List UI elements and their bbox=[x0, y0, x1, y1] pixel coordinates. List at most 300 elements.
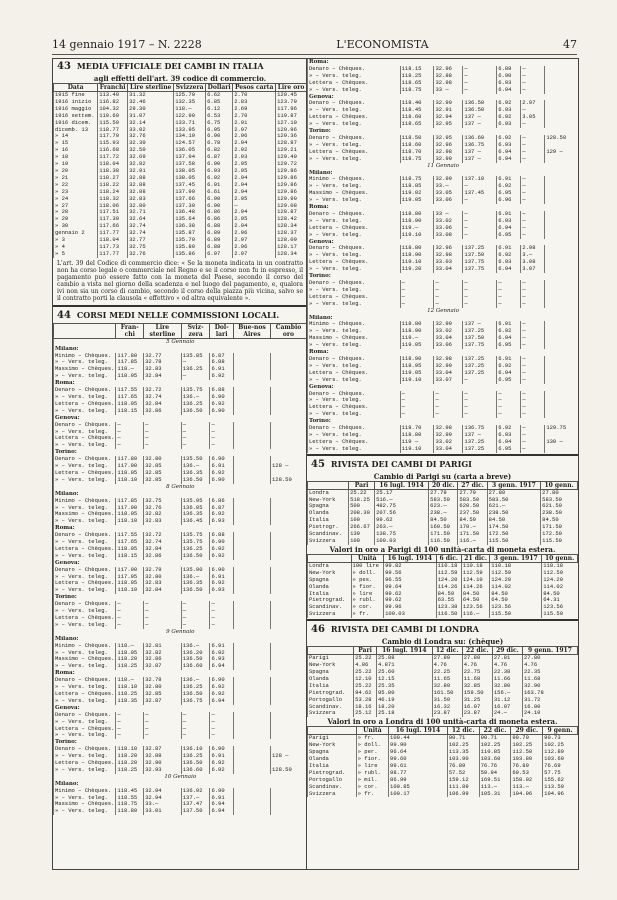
table-cell: 16.07 bbox=[462, 704, 492, 711]
table-cell: 128.87 bbox=[276, 209, 307, 216]
table-row bbox=[54, 622, 307, 629]
column-header: 12 dic. bbox=[447, 727, 479, 735]
table-cell: 137.47 bbox=[181, 801, 210, 808]
table-cell: — bbox=[116, 732, 144, 739]
section-subtitle: Cambio di Parigi su (carta a breve) bbox=[373, 471, 512, 481]
table-cell: — bbox=[181, 373, 210, 380]
table-cell bbox=[270, 408, 306, 415]
table-cell: — bbox=[116, 712, 144, 719]
table-cell: 118.27 bbox=[98, 175, 128, 182]
table-cell: — bbox=[116, 726, 144, 733]
table-cell: 32.90 bbox=[144, 760, 182, 767]
table-cell: 32.90 bbox=[434, 100, 463, 107]
table-cell: 137.50 bbox=[463, 252, 497, 259]
table-cell: 11.68 bbox=[522, 676, 577, 683]
table-row bbox=[308, 749, 578, 756]
table-cell bbox=[545, 397, 578, 404]
table-cell: Denaro – Chèques. bbox=[54, 677, 116, 684]
table-cell: 136.35 bbox=[181, 511, 210, 518]
table-cell: 118.75 bbox=[400, 87, 434, 94]
table-cell bbox=[233, 650, 270, 657]
table-cell: 136.92 bbox=[181, 788, 210, 795]
table-cell bbox=[270, 726, 306, 733]
table-cell: — bbox=[521, 377, 545, 384]
table-cell: New-York bbox=[308, 742, 357, 749]
table-cell: 27.79 bbox=[458, 489, 487, 496]
table-cell: 6.95 bbox=[206, 127, 233, 134]
table-row bbox=[308, 784, 578, 791]
table-row bbox=[308, 562, 578, 569]
table-cell: 583.50 bbox=[541, 497, 578, 504]
table-cell: 84.50 bbox=[487, 517, 540, 524]
table-cell: 129.86 bbox=[276, 175, 307, 182]
table-cell: 33.— bbox=[434, 183, 463, 190]
table-cell: 32.30 bbox=[128, 140, 174, 147]
table-cell: » – Vers. teleg. bbox=[54, 442, 116, 449]
table-cell bbox=[270, 532, 306, 539]
city-label: Genova: bbox=[308, 384, 579, 391]
table-cell: — bbox=[497, 287, 521, 294]
table-cell: 118.38 bbox=[98, 168, 128, 175]
table-cell: 159.50 bbox=[462, 690, 492, 697]
table-cell bbox=[270, 788, 306, 795]
table-row bbox=[54, 601, 307, 608]
table-cell: » – Vers. teleg. bbox=[308, 87, 401, 94]
table-row bbox=[308, 335, 579, 342]
table-cell: 136.60 bbox=[463, 135, 497, 142]
table-cell: » – Vers. teleg. bbox=[54, 587, 116, 594]
table-cell: 114.02 bbox=[542, 584, 578, 591]
table-cell: 32.94 bbox=[144, 788, 182, 795]
table-cell: 6.92 bbox=[497, 363, 521, 370]
table-cell: — bbox=[521, 73, 545, 80]
table-cell bbox=[233, 587, 270, 594]
table-cell: — bbox=[144, 732, 182, 739]
table-cell: 136.35 bbox=[181, 580, 210, 587]
table-cell bbox=[270, 456, 306, 463]
table-cell: 32.77 bbox=[128, 237, 174, 244]
table-cell: 6.92 bbox=[206, 175, 233, 182]
table-cell: 99.64 bbox=[384, 584, 437, 591]
table-row bbox=[308, 259, 579, 266]
table-row bbox=[308, 142, 579, 149]
table-cell: — bbox=[521, 342, 545, 349]
table-cell: » – Vers. teleg. bbox=[54, 767, 116, 774]
table-cell bbox=[270, 712, 306, 719]
table-cell: 118.10 bbox=[116, 746, 144, 753]
table-row bbox=[308, 183, 579, 190]
table-cell: 119.— bbox=[400, 335, 434, 342]
table-row bbox=[54, 456, 307, 463]
table-cell: 207.56 bbox=[375, 510, 429, 517]
table-cell: 32.82 bbox=[144, 511, 182, 518]
table-cell: 117.85 bbox=[116, 359, 144, 366]
table-cell: 129.21 bbox=[276, 147, 307, 154]
table-cell bbox=[545, 363, 578, 370]
table-row bbox=[308, 135, 579, 142]
table-row bbox=[308, 763, 578, 770]
table-row bbox=[308, 356, 579, 363]
table-cell: 99.96 bbox=[384, 604, 437, 611]
table-cell: » – Vers. teleg. bbox=[54, 553, 116, 560]
table-cell: 32.93 bbox=[144, 767, 182, 774]
column-header: 9 genn. bbox=[543, 727, 578, 735]
table-cell: 6.94 bbox=[210, 801, 234, 808]
table-row bbox=[308, 66, 579, 73]
table-row bbox=[308, 510, 578, 517]
table-cell: 118.90 bbox=[400, 252, 434, 259]
table-cell: 6.89 bbox=[497, 66, 521, 73]
city-row bbox=[54, 346, 307, 353]
table-cell: 136.50 bbox=[463, 100, 497, 107]
table-cell: Denaro – Chèques. bbox=[54, 532, 116, 539]
table-cell: 12.10 bbox=[354, 676, 377, 683]
table-cell: 135.86 bbox=[174, 251, 206, 258]
table-cell: 133.71 bbox=[174, 120, 206, 127]
table-cell: 6.94 bbox=[497, 225, 521, 232]
table-cell: 118.15 bbox=[116, 553, 144, 560]
table-cell: » 21 bbox=[54, 175, 98, 182]
table-row bbox=[54, 120, 307, 127]
table-cell: 116.50 bbox=[429, 538, 458, 545]
table-cell: » – Vers. teleg. bbox=[308, 73, 401, 80]
table-cell: Pietrograd. bbox=[308, 770, 357, 777]
table-cell: — bbox=[210, 615, 234, 622]
table-cell: 117.65 bbox=[116, 394, 144, 401]
column-header bbox=[308, 554, 352, 562]
table-row bbox=[308, 489, 578, 496]
table-cell: — bbox=[400, 411, 434, 418]
table-row bbox=[54, 435, 307, 442]
city-label: Milano: bbox=[308, 170, 579, 177]
table-cell: 136.75 bbox=[463, 142, 497, 149]
table-cell: 128.34 bbox=[276, 251, 307, 258]
table-cell: » doll. bbox=[356, 742, 388, 749]
table-cell: 76.89 bbox=[511, 763, 543, 770]
table-cell: » – Vers. teleg. bbox=[54, 650, 116, 657]
table-cell: Svizzera bbox=[308, 611, 352, 618]
table-cell: 6.92 bbox=[497, 100, 521, 107]
table-cell: 129.90 bbox=[276, 196, 307, 203]
city-label: Genova: bbox=[308, 239, 579, 246]
table-cell: — bbox=[521, 439, 545, 446]
table-cell: 32.79 bbox=[144, 567, 182, 574]
table-cell: 128.42 bbox=[276, 216, 307, 223]
paris-gold-table bbox=[307, 554, 578, 618]
table-cell: 6.88 bbox=[210, 532, 234, 539]
table-cell: » 16 bbox=[54, 147, 98, 154]
table-cell: » 22 bbox=[54, 182, 98, 189]
table-cell: — bbox=[521, 404, 545, 411]
table-cell: » lire bbox=[356, 763, 388, 770]
table-cell: 64.50 bbox=[490, 597, 542, 604]
table-cell: 4.76 bbox=[432, 662, 462, 669]
table-cell: 31.12 bbox=[492, 697, 522, 704]
table-cell bbox=[233, 401, 270, 408]
table-cell: — bbox=[463, 377, 497, 384]
table-cell: 32.75 bbox=[128, 244, 174, 251]
table-cell: 118.10 bbox=[116, 518, 144, 525]
table-cell bbox=[233, 643, 270, 650]
table-cell: 6.93 bbox=[497, 121, 521, 128]
table-cell: 117.96 bbox=[276, 106, 307, 113]
table-cell bbox=[233, 753, 270, 760]
table-cell: Minimo – Chèques. bbox=[308, 176, 401, 183]
table-cell: 6.12 bbox=[206, 106, 233, 113]
city-label: Milano: bbox=[54, 636, 307, 643]
table-cell: 6.93 bbox=[497, 218, 521, 225]
table-cell: 118.95 bbox=[400, 363, 434, 370]
table-cell: 134.19 bbox=[174, 133, 206, 140]
table-cell: 117.73 bbox=[98, 244, 128, 251]
table-row bbox=[308, 377, 579, 384]
table-cell: 119.10 bbox=[400, 232, 434, 239]
table-cell: » – Vers. teleg. bbox=[308, 183, 401, 190]
table-cell bbox=[545, 100, 578, 107]
table-cell: 25.60 bbox=[377, 669, 433, 676]
table-cell: 4.76 bbox=[492, 662, 522, 669]
table-cell: 6.93 bbox=[210, 518, 234, 525]
table-cell bbox=[545, 259, 578, 266]
table-cell: » – Vers. teleg. bbox=[54, 608, 116, 615]
table-cell bbox=[270, 587, 306, 594]
table-cell: » 27 bbox=[54, 203, 98, 210]
table-cell bbox=[270, 422, 306, 429]
table-cell: — bbox=[497, 404, 521, 411]
column-header: Lire sterline bbox=[144, 323, 182, 338]
table-row bbox=[308, 176, 579, 183]
table-cell: Italia bbox=[308, 517, 349, 524]
table-cell: 119.— bbox=[400, 225, 434, 232]
table-cell: 25.22 bbox=[349, 489, 375, 496]
table-cell: 136.50 bbox=[181, 408, 210, 415]
table-cell: 84.50 bbox=[461, 591, 489, 598]
table-row bbox=[54, 470, 307, 477]
table-cell: 1916 maggio bbox=[54, 106, 98, 113]
table-cell: 6.92 bbox=[210, 580, 234, 587]
table-cell: » fior. bbox=[351, 584, 384, 591]
table-cell: — bbox=[210, 442, 234, 449]
table-cell: 135.64 bbox=[174, 216, 206, 223]
table-row bbox=[54, 168, 307, 175]
table-cell: 124.57 bbox=[174, 140, 206, 147]
table-cell: 2.95 bbox=[233, 168, 276, 175]
table-cell: 583.50 bbox=[429, 497, 458, 504]
table-cell bbox=[545, 301, 578, 308]
table-cell: 119.02 bbox=[400, 190, 434, 197]
table-cell: 90.73 bbox=[543, 735, 578, 742]
table-cell bbox=[270, 373, 306, 380]
table-cell bbox=[270, 505, 306, 512]
table-cell: 84.50 bbox=[429, 517, 458, 524]
table-cell: 118.77 bbox=[98, 127, 128, 134]
city-row bbox=[308, 204, 579, 211]
table-cell bbox=[233, 726, 270, 733]
table-cell bbox=[270, 622, 306, 629]
table-cell: 99.56 bbox=[384, 570, 437, 577]
table-row bbox=[308, 425, 579, 432]
table-cell bbox=[270, 663, 306, 670]
table-cell: 135.75 bbox=[181, 387, 210, 394]
table-cell: — bbox=[181, 712, 210, 719]
table-cell: 6.90 bbox=[210, 746, 234, 753]
column-header: 16 lugl. 1914 bbox=[389, 727, 448, 735]
table-cell: 25.12 bbox=[354, 710, 377, 717]
table-cell: 6.75 bbox=[206, 120, 233, 127]
table-cell: » – Vers. teleg. bbox=[54, 505, 116, 512]
table-cell: 237.50 bbox=[458, 510, 487, 517]
table-cell: 32.86 bbox=[144, 553, 182, 560]
table-cell bbox=[545, 73, 578, 80]
table-row bbox=[308, 517, 578, 524]
table-cell: 6.90 bbox=[210, 394, 234, 401]
table-cell: 129.08 bbox=[276, 203, 307, 210]
table-cell: 137.25 bbox=[463, 245, 497, 252]
table-row bbox=[308, 770, 578, 777]
table-cell: Pietrograd. bbox=[308, 597, 352, 604]
table-cell: 32.76 bbox=[144, 505, 182, 512]
table-cell: 118.25 bbox=[116, 767, 144, 774]
table-cell: 119.87 bbox=[276, 113, 307, 120]
table-cell: 112.80 bbox=[543, 749, 578, 756]
table-cell: — bbox=[521, 135, 545, 142]
table-cell: 96.55 bbox=[384, 577, 437, 584]
table-row bbox=[308, 655, 578, 662]
table-cell: 32.78 bbox=[144, 359, 182, 366]
table-cell: Spagna bbox=[308, 749, 357, 756]
table-cell bbox=[545, 66, 578, 73]
table-cell: 118.80 bbox=[400, 432, 434, 439]
table-cell: 32.74 bbox=[128, 223, 174, 230]
table-cell: 118.05 bbox=[116, 401, 144, 408]
table-row bbox=[308, 73, 579, 80]
table-cell: 6.92 bbox=[497, 252, 521, 259]
table-cell: 102.25 bbox=[479, 742, 511, 749]
table-cell: » 19 bbox=[54, 161, 98, 168]
table-cell: 135.80 bbox=[174, 244, 206, 251]
city-label: Genova: bbox=[54, 415, 307, 422]
table-cell: 6.93 bbox=[206, 168, 233, 175]
table-cell: — bbox=[521, 142, 545, 149]
table-row bbox=[308, 266, 579, 273]
table-row bbox=[308, 777, 578, 784]
table-cell bbox=[270, 353, 306, 360]
table-cell: 32.88 bbox=[128, 182, 174, 189]
city-row bbox=[308, 315, 579, 322]
table-cell: 32.85 bbox=[462, 683, 492, 690]
table-cell: 6.89 bbox=[206, 230, 233, 237]
table-cell bbox=[545, 142, 578, 149]
table-row bbox=[54, 196, 307, 203]
table-cell: Denaro – Chèques. bbox=[308, 391, 401, 398]
table-cell: — bbox=[521, 301, 545, 308]
table-cell: 110.18 bbox=[461, 562, 489, 569]
table-cell: — bbox=[181, 608, 210, 615]
table-cell: — bbox=[400, 404, 434, 411]
table-row bbox=[54, 230, 307, 237]
table-cell: 2.83 bbox=[233, 99, 276, 106]
table-row bbox=[308, 328, 579, 335]
table-cell: Lettera – Chèques. bbox=[55, 615, 115, 621]
table-cell: Lettera – Chèques. bbox=[55, 725, 115, 732]
table-cell: — bbox=[210, 732, 234, 739]
table-cell: 118.70 bbox=[400, 149, 434, 156]
table-cell: 117.55 bbox=[116, 532, 144, 539]
table-cell: — bbox=[116, 608, 144, 615]
table-cell: 86.99 bbox=[389, 777, 448, 784]
table-cell: 623.— bbox=[429, 503, 458, 510]
table-cell: 32.87 bbox=[144, 698, 182, 705]
table-cell: Lettera – Chèques. bbox=[55, 435, 115, 442]
table-cell bbox=[545, 225, 578, 232]
table-cell: » – Vers. teleg. bbox=[54, 429, 116, 436]
table-cell: — bbox=[400, 294, 434, 301]
column-header: 6 dic. bbox=[436, 554, 461, 562]
table-cell: 60.53 bbox=[511, 770, 543, 777]
table-row bbox=[54, 808, 307, 815]
table-cell: 33.02 bbox=[434, 439, 463, 446]
table-cell: 76.69 bbox=[543, 763, 578, 770]
table-cell: 6.95 bbox=[497, 377, 521, 384]
table-cell: 118.— bbox=[116, 366, 144, 373]
table-cell: 32.83 bbox=[144, 366, 182, 373]
table-row bbox=[54, 147, 307, 154]
table-cell: 110.18 bbox=[490, 562, 542, 569]
table-cell: 119.05 bbox=[400, 197, 434, 204]
table-cell: — bbox=[463, 211, 497, 218]
table-cell: 6.92 bbox=[210, 373, 234, 380]
table-cell: 583.50 bbox=[458, 497, 487, 504]
table-cell: — bbox=[116, 422, 144, 429]
table-row bbox=[54, 532, 307, 539]
table-cell: 136.25 bbox=[181, 366, 210, 373]
column-header: 16 lugl. 1914 bbox=[384, 554, 437, 562]
table-cell: — bbox=[521, 356, 545, 363]
table-cell: 32.14 bbox=[128, 120, 174, 127]
table-cell: 137 — bbox=[463, 149, 497, 156]
table-cell: 136.50 bbox=[181, 656, 210, 663]
section-title: MEDIA UFFICIALE DEI CAMBI IN ITALIA bbox=[76, 61, 264, 71]
table-cell: — bbox=[463, 301, 497, 308]
column-header: 20 dic. bbox=[429, 481, 458, 489]
table-cell: 128.87 bbox=[276, 140, 307, 147]
table-cell: » – Vers. teleg. bbox=[54, 732, 116, 739]
table-cell: 117.70 bbox=[98, 133, 128, 140]
table-cell bbox=[545, 107, 578, 114]
table-cell: » – Vers. teleg. bbox=[54, 719, 116, 726]
table-cell: — bbox=[181, 435, 210, 442]
table-cell: Olanda bbox=[308, 676, 354, 683]
table-cell: 118.90 bbox=[400, 218, 434, 225]
table-cell: 112.59 bbox=[436, 570, 461, 577]
table-cell bbox=[233, 435, 270, 442]
table-cell: — bbox=[144, 442, 182, 449]
table-cell: — bbox=[434, 404, 463, 411]
table-cell: 2.94 bbox=[233, 175, 276, 182]
table-cell: 115.50 bbox=[541, 538, 578, 545]
table-cell: 135.75 bbox=[181, 539, 210, 546]
table-cell: — bbox=[210, 429, 234, 436]
table-cell: Spagna bbox=[308, 577, 352, 584]
table-cell: 129.72 bbox=[276, 161, 307, 168]
table-cell: — bbox=[400, 280, 434, 287]
table-cell: 6.91 bbox=[210, 643, 234, 650]
table-cell bbox=[545, 252, 578, 259]
table-cell: 32.98 bbox=[434, 80, 463, 87]
table-cell: 118.22 bbox=[98, 182, 128, 189]
table-cell: 118.45 bbox=[116, 788, 144, 795]
table-cell bbox=[233, 463, 270, 470]
